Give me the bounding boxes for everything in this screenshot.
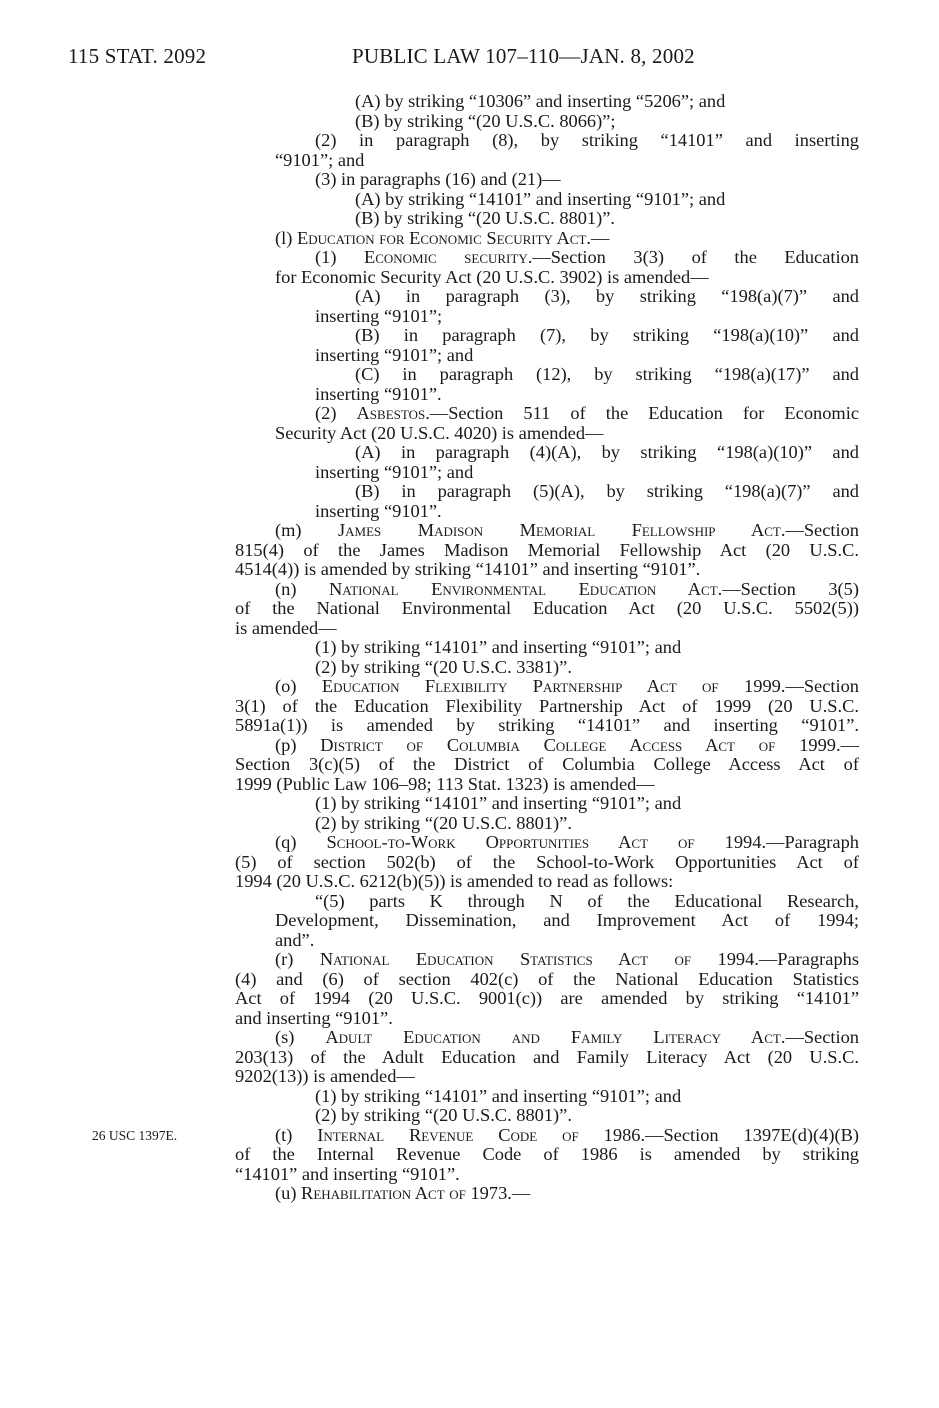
line-tail: —Section bbox=[785, 1027, 859, 1047]
line-tail: — bbox=[840, 734, 859, 755]
line-tail: —Section bbox=[785, 676, 859, 696]
text-line: 9202(13)) is amended— bbox=[235, 1066, 415, 1086]
text-line: inserting “9101”. bbox=[315, 500, 442, 521]
line-tail: —Section 511 of the Education for Economic bbox=[429, 403, 859, 423]
line-tail: — bbox=[590, 227, 610, 248]
line-label: (r) bbox=[275, 949, 320, 969]
heading-caption: Rehabilitation Act of 1973. bbox=[301, 1183, 512, 1203]
page-header-title: PUBLIC LAW 107–110—JAN. 8, 2002 bbox=[352, 44, 695, 68]
text-line: (A) by striking “10306” and inserting “5206”; and bbox=[355, 91, 726, 111]
text-line: “9101”; and bbox=[275, 149, 365, 170]
text-line: (2) by striking “(20 U.S.C. 3381)”. bbox=[315, 656, 572, 677]
subsection-m-heading-line bbox=[235, 521, 859, 541]
subsection-t-heading-line bbox=[235, 1126, 859, 1146]
text-line: (4) and (6) of section 402(c) of the National Education Statistics bbox=[235, 968, 859, 989]
text-line: (A) in paragraph (4)(A), by striking “198(a)(10)” and bbox=[355, 442, 859, 462]
line-label: (u) bbox=[275, 1183, 302, 1203]
line-label: (2) bbox=[315, 403, 357, 423]
text-line: (A) by striking “14101” and inserting “9101”; and bbox=[355, 188, 726, 209]
text-line: “(5) parts K through N of the Educational Research, bbox=[315, 890, 859, 911]
heading-caption: Education for Economic Security Act. bbox=[296, 227, 591, 248]
heading-caption: District of Columbia College Access Act of 1999. bbox=[320, 734, 841, 755]
subsection-q-heading-line bbox=[235, 833, 859, 853]
subsection-r-heading-line bbox=[235, 950, 859, 970]
text-line: Security Act (20 U.S.C. 4020) is amended— bbox=[275, 422, 604, 443]
text-line: and”. bbox=[275, 929, 315, 950]
line-tail: —Section 1397E(d)(4)(B) bbox=[645, 1124, 859, 1145]
heading-caption: Economic security. bbox=[363, 247, 533, 267]
margin-citation-note: 26 USC 1397E. bbox=[92, 1128, 178, 1143]
text-line: 203(13) of the Adult Education and Family Literacy Act (20 U.S.C. bbox=[235, 1046, 859, 1067]
heading-caption: Education Flexibility Partnership Act of 1999. bbox=[321, 676, 786, 696]
text-line: Act of 1994 (20 U.S.C. 9001(c)) are amended by striking “14101” bbox=[235, 988, 859, 1008]
subsection-p-heading-line bbox=[235, 736, 859, 756]
statute-text-body bbox=[235, 92, 859, 1204]
line-tail: —Section bbox=[785, 520, 859, 540]
text-line: inserting “9101”. bbox=[315, 383, 442, 404]
text-line: (1) by striking “14101” and inserting “9101”; and bbox=[315, 1085, 682, 1106]
heading-caption: James Madison Memorial Fellowship Act. bbox=[338, 520, 786, 540]
text-line: for Economic Security Act (20 U.S.C. 3902) is amended— bbox=[275, 266, 709, 287]
text-line: (B) in paragraph (5)(A), by striking “198(a)(7)” and bbox=[355, 481, 859, 501]
subsection-o-heading-line bbox=[235, 677, 859, 697]
line-label: (q) bbox=[275, 832, 327, 852]
text-line: inserting “9101”; bbox=[315, 305, 443, 326]
text-line: and inserting “9101”. bbox=[235, 1007, 393, 1028]
text-line: (3) in paragraphs (16) and (21)— bbox=[315, 169, 561, 189]
heading-caption: National Education Statistics Act of 1994. bbox=[319, 949, 759, 969]
paragraph-heading-line bbox=[235, 404, 859, 424]
text-line: (2) by striking “(20 U.S.C. 8801)”. bbox=[315, 812, 572, 833]
line-label: (o) bbox=[275, 676, 322, 696]
line-tail: —Section 3(5) bbox=[722, 578, 859, 599]
text-line: inserting “9101”; and bbox=[315, 461, 474, 482]
text-line: of the Internal Revenue Code of 1986 is amended by striking bbox=[235, 1144, 859, 1164]
text-line: (A) in paragraph (3), by striking “198(a)(7)” and bbox=[355, 286, 859, 306]
line-tail: —Paragraph bbox=[766, 832, 859, 852]
heading-caption: National Environmental Education Act. bbox=[328, 578, 723, 599]
text-line: 3(1) of the Education Flexibility Partnership Act of 1999 (20 U.S.C. bbox=[235, 695, 859, 716]
heading-caption: School-to-Work Opportunities Act of 1994. bbox=[326, 832, 767, 852]
heading-caption: Asbestos. bbox=[356, 403, 430, 423]
text-line: (B) in paragraph (7), by striking “198(a)(10)” and bbox=[355, 325, 859, 345]
text-line: 5891a(1)) is amended by striking “14101” and inserting “9101”. bbox=[235, 715, 859, 735]
text-line: inserting “9101”; and bbox=[315, 344, 474, 365]
subsection-s-heading-line bbox=[235, 1028, 859, 1048]
text-line: (1) by striking “14101” and inserting “9101”; and bbox=[315, 793, 682, 813]
subsection-n-heading-line bbox=[235, 580, 859, 600]
line-tail: —Section 3(3) of the Education bbox=[532, 247, 859, 267]
text-line: 1994 (20 U.S.C. 6212(b)(5)) is amended to read as follows: bbox=[235, 871, 674, 891]
text-line: 4514(4)) is amended by striking “14101” and inserting “9101”. bbox=[235, 559, 701, 579]
text-line: 1999 (Public Law 106–98; 113 Stat. 1323) is amended— bbox=[235, 773, 655, 794]
text-line: “14101” and inserting “9101”. bbox=[235, 1163, 460, 1184]
line-label: (p) bbox=[275, 734, 321, 755]
text-line: is amended— bbox=[235, 617, 337, 638]
subsection-u-heading-line bbox=[235, 1184, 859, 1204]
heading-caption: Internal Revenue Code of 1986. bbox=[317, 1124, 646, 1145]
text-line: (2) in paragraph (8), by striking “14101” and inserting bbox=[315, 130, 859, 150]
text-line: 815(4) of the James Madison Memorial Fellowship Act (20 U.S.C. bbox=[235, 539, 859, 560]
heading-caption: Adult Education and Family Literacy Act. bbox=[325, 1027, 786, 1047]
text-line: (2) by striking “(20 U.S.C. 8801)”. bbox=[315, 1105, 572, 1125]
text-line: (C) in paragraph (12), by striking “198(a)(17)” and bbox=[355, 364, 859, 384]
text-line: (5) of section 502(b) of the School-to-Work Opportunities Act of bbox=[235, 851, 859, 872]
line-label: (s) bbox=[275, 1027, 326, 1047]
text-line: (B) by striking “(20 U.S.C. 8801)”. bbox=[355, 208, 616, 228]
line-tail: —Paragraphs bbox=[758, 949, 859, 969]
text-line: of the National Environmental Education Act (20 U.S.C. 5502(5)) bbox=[235, 598, 859, 618]
line-label: (t) bbox=[275, 1124, 318, 1145]
line-label: (m) bbox=[275, 520, 338, 540]
line-label: (1) bbox=[315, 247, 364, 267]
line-label: (n) bbox=[275, 578, 329, 599]
text-line: Section 3(c)(5) of the District of Columbia College Access Act of bbox=[235, 754, 859, 774]
line-label: (l) bbox=[275, 227, 297, 248]
paragraph-heading-line bbox=[235, 248, 859, 268]
text-line: (1) by striking “14101” and inserting “9101”; and bbox=[315, 637, 682, 657]
text-line: (B) by striking “(20 U.S.C. 8066)”; bbox=[355, 110, 616, 131]
page-stat-reference: 115 STAT. 2092 bbox=[68, 44, 207, 68]
subsection-l-heading-line bbox=[235, 229, 859, 249]
line-tail: — bbox=[511, 1183, 531, 1203]
text-line: Development, Dissemination, and Improvement Act of 1994; bbox=[275, 910, 859, 930]
